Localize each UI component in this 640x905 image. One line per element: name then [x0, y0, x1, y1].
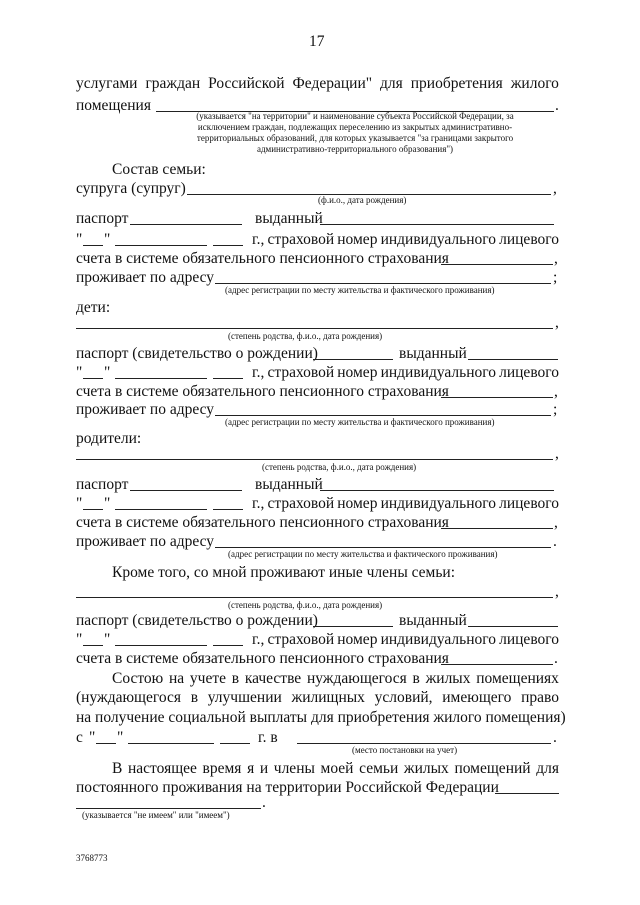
parents-note: (степень родства, ф.и.о., дата рождения) [262, 462, 417, 472]
children-issued-label: выданный [399, 345, 467, 362]
registration-word: в [412, 670, 420, 687]
others-passport-label: паспорт (свидетельство о рождении) [76, 612, 318, 629]
children-label: дети: [76, 299, 111, 316]
parents-passport-field[interactable] [130, 490, 242, 491]
spouse-note: (ф.и.о., дата рождения) [318, 195, 407, 205]
spouse-account-label: счета в системе обязательного пенсионного страхования [76, 250, 449, 267]
registration-word: на [169, 670, 185, 687]
registration-word: качестве [244, 670, 302, 687]
others-account-label: счета в системе обязательного пенсионного страхования [76, 650, 449, 667]
spouse-address-note: (адрес регистрации по месту жительства и фактического проживания) [225, 285, 495, 295]
current-word: семьи [359, 760, 399, 777]
year-word: страховой [267, 231, 335, 248]
parents-year-line [252, 495, 559, 513]
children-name-field[interactable] [76, 328, 553, 329]
children-account-end: , [554, 383, 558, 400]
parents-account-end: , [554, 514, 558, 531]
year-word: страховой [267, 495, 335, 512]
registration-word: условий, [374, 689, 433, 706]
current-word: члены [273, 760, 315, 777]
spouse-quote-open: " [76, 231, 83, 248]
current-word: время [202, 760, 242, 777]
premises-note-3: территориальных образований, для которых указывается "за границами закрытого [196, 133, 514, 143]
parents-account-label: счета в системе обязательного пенсионного страхования [76, 514, 449, 531]
footer-code: 3768773 [76, 853, 108, 863]
current-word: моей [320, 760, 354, 777]
registration-year-label: г. в [258, 729, 278, 746]
others-name-field[interactable] [76, 597, 553, 598]
registration-quote-open: " [89, 729, 96, 746]
spouse-address-end: ; [553, 269, 558, 286]
year-word: г., [252, 364, 265, 381]
spouse-label: супруга (супруг) [76, 180, 186, 197]
current-word: жилых [403, 760, 449, 777]
intro-word: для [380, 75, 403, 92]
spouse-passport-label: паспорт [76, 210, 129, 227]
year-word: лицевого [499, 631, 559, 648]
children-quote-open: " [76, 364, 83, 381]
year-word: индивидуального [380, 364, 496, 381]
year-word: страховой [267, 364, 335, 381]
year-word: номер [337, 495, 378, 512]
registration-since: с [76, 729, 83, 746]
spouse-quote-close: " [104, 231, 111, 248]
premises-note-2: исключением граждан, подлежащих переселению из закрытых административно- [197, 122, 513, 132]
registration-place-field[interactable] [297, 743, 551, 744]
registration-month-field[interactable] [128, 743, 214, 744]
others-account-field[interactable] [441, 664, 553, 665]
year-word: индивидуального [380, 495, 496, 512]
parents-end: , [555, 445, 559, 462]
spouse-month-field[interactable] [115, 245, 207, 246]
children-issued-field[interactable] [468, 359, 558, 360]
intro-word: приобретения [410, 75, 503, 92]
parents-address-note: (адрес регистрации по месту жительства и фактического проживания) [228, 549, 498, 559]
children-year-field[interactable] [213, 378, 243, 379]
year-word: индивидуального [380, 631, 496, 648]
registration-word: имеющего [442, 689, 512, 706]
intro-word: Российской [208, 75, 285, 92]
current-line-1 [112, 760, 559, 778]
others-quote-close: " [104, 631, 111, 648]
current-status-field-b[interactable] [76, 808, 261, 809]
intro-word: граждан [145, 75, 201, 92]
parents-account-field[interactable] [441, 528, 553, 529]
children-account-label: счета в системе обязательного пенсионного страхования [76, 383, 449, 400]
family-heading: Состав семьи: [112, 161, 206, 178]
current-word: помещений [454, 760, 531, 777]
children-account-field[interactable] [441, 397, 553, 398]
parents-issued-field[interactable] [320, 490, 554, 491]
year-word: номер [337, 231, 378, 248]
year-word: г., [252, 231, 265, 248]
children-day-field[interactable] [83, 378, 103, 379]
spouse-issued-label: выданный [255, 210, 323, 227]
current-end: . [262, 794, 266, 811]
registration-quote-close: " [117, 729, 124, 746]
others-issued-field[interactable] [468, 626, 558, 627]
premises-end: . [555, 97, 559, 114]
current-word: настоящее [127, 760, 197, 777]
registration-word: улучшении [207, 689, 282, 706]
children-year-line [252, 364, 559, 382]
registration-word: в [190, 689, 199, 706]
registration-end: . [553, 729, 557, 746]
registration-day-field[interactable] [96, 743, 116, 744]
year-word: лицевого [499, 495, 559, 512]
intro-premises-label: помещения [76, 97, 151, 114]
registration-word: в [231, 670, 240, 687]
year-word: лицевого [499, 231, 559, 248]
parents-issued-label: выданный [255, 476, 323, 493]
children-address-label: проживает по адресу [76, 401, 215, 418]
registration-word: жилищных [291, 689, 365, 706]
registration-word: жилых [425, 670, 471, 687]
year-word: страховой [267, 631, 335, 648]
page-number: 17 [309, 33, 325, 50]
year-word: индивидуального [380, 231, 496, 248]
others-year-line [252, 631, 559, 649]
others-note: (степень родства, ф.и.о., дата рождения) [228, 600, 383, 610]
parents-address-end: . [553, 533, 557, 550]
children-note: (степень родства, ф.и.о., дата рождения) [228, 331, 383, 341]
premises-note-4: административно-территориального образования") [256, 144, 454, 154]
registration-line-2 [76, 689, 559, 707]
registration-word: нуждающегося [306, 670, 407, 687]
children-passport-field[interactable] [313, 359, 393, 360]
children-quote-close: " [104, 364, 111, 381]
others-quote-open: " [76, 631, 83, 648]
year-word: лицевого [499, 364, 559, 381]
parents-address-field[interactable] [215, 547, 551, 548]
intro-word: услугами [76, 75, 138, 92]
others-passport-field[interactable] [313, 626, 393, 627]
parents-day-field[interactable] [83, 509, 103, 510]
spouse-account-field[interactable] [441, 264, 553, 265]
others-day-field[interactable] [83, 645, 103, 646]
registration-word: (нуждающегося [76, 689, 181, 706]
children-address-note: (адрес регистрации по месту жительства и фактического проживания) [225, 417, 495, 427]
premises-note-1: (указывается "на территории" и наименование субъекта Российской Федерации, за [196, 111, 514, 121]
registration-word: учете [189, 670, 227, 687]
others-account-end: . [554, 650, 558, 667]
registration-word: помещениях [476, 670, 559, 687]
children-passport-label: паспорт (свидетельство о рождении) [76, 345, 318, 362]
current-word: я [247, 760, 255, 777]
parents-passport-label: паспорт [76, 476, 129, 493]
registration-place-note: (место постановки на учет) [352, 745, 458, 755]
spouse-year-field[interactable] [213, 245, 243, 246]
children-end: , [555, 314, 559, 331]
others-month-field[interactable] [115, 645, 207, 646]
children-address-field[interactable] [215, 415, 551, 416]
spouse-year-line [252, 231, 559, 249]
spouse-day-field[interactable] [83, 245, 103, 246]
parents-month-field[interactable] [115, 509, 207, 510]
parents-quote-close: " [104, 495, 111, 512]
registration-year-field[interactable] [220, 743, 250, 744]
current-word: В [112, 760, 123, 777]
parents-address-label: проживает по адресу [76, 533, 215, 550]
children-month-field[interactable] [115, 378, 207, 379]
current-line-2: постоянного проживания на территории Российской Федерации [76, 779, 499, 796]
current-word: и [259, 760, 269, 777]
year-word: г., [252, 631, 265, 648]
others-end: , [555, 583, 559, 600]
parents-label: родители: [76, 430, 142, 447]
spouse-address-field[interactable] [215, 283, 551, 284]
year-word: г., [252, 495, 265, 512]
parents-year-field[interactable] [213, 509, 243, 510]
registration-word: право [521, 689, 559, 706]
intro-word: Федерации" [292, 75, 373, 92]
registration-line-1 [112, 670, 559, 688]
intro-line-1 [76, 75, 559, 93]
spouse-issued-field[interactable] [320, 224, 554, 225]
spouse-passport-field[interactable] [130, 224, 242, 225]
intro-word: жилого [510, 75, 559, 92]
spouse-account-end: , [554, 250, 558, 267]
others-issued-label: выданный [399, 612, 467, 629]
parents-quote-open: " [76, 495, 83, 512]
current-word: для [536, 760, 559, 777]
current-status-field-a[interactable] [495, 793, 559, 794]
others-heading: Кроме того, со мной проживают иные члены семьи: [112, 564, 456, 581]
year-word: номер [337, 364, 378, 381]
children-address-end: ; [553, 401, 558, 418]
year-word: номер [337, 631, 378, 648]
parents-name-field[interactable] [76, 459, 553, 460]
registration-line-3: на получение социальной выплаты для приобретения жилого помещения) [76, 709, 566, 726]
registration-word: Состою [112, 670, 164, 687]
spouse-address-label: проживает по адресу [76, 269, 215, 286]
others-year-field[interactable] [213, 645, 243, 646]
spouse-end: , [553, 180, 557, 197]
current-note: (указывается "не имеем" или "имеем") [82, 810, 230, 820]
